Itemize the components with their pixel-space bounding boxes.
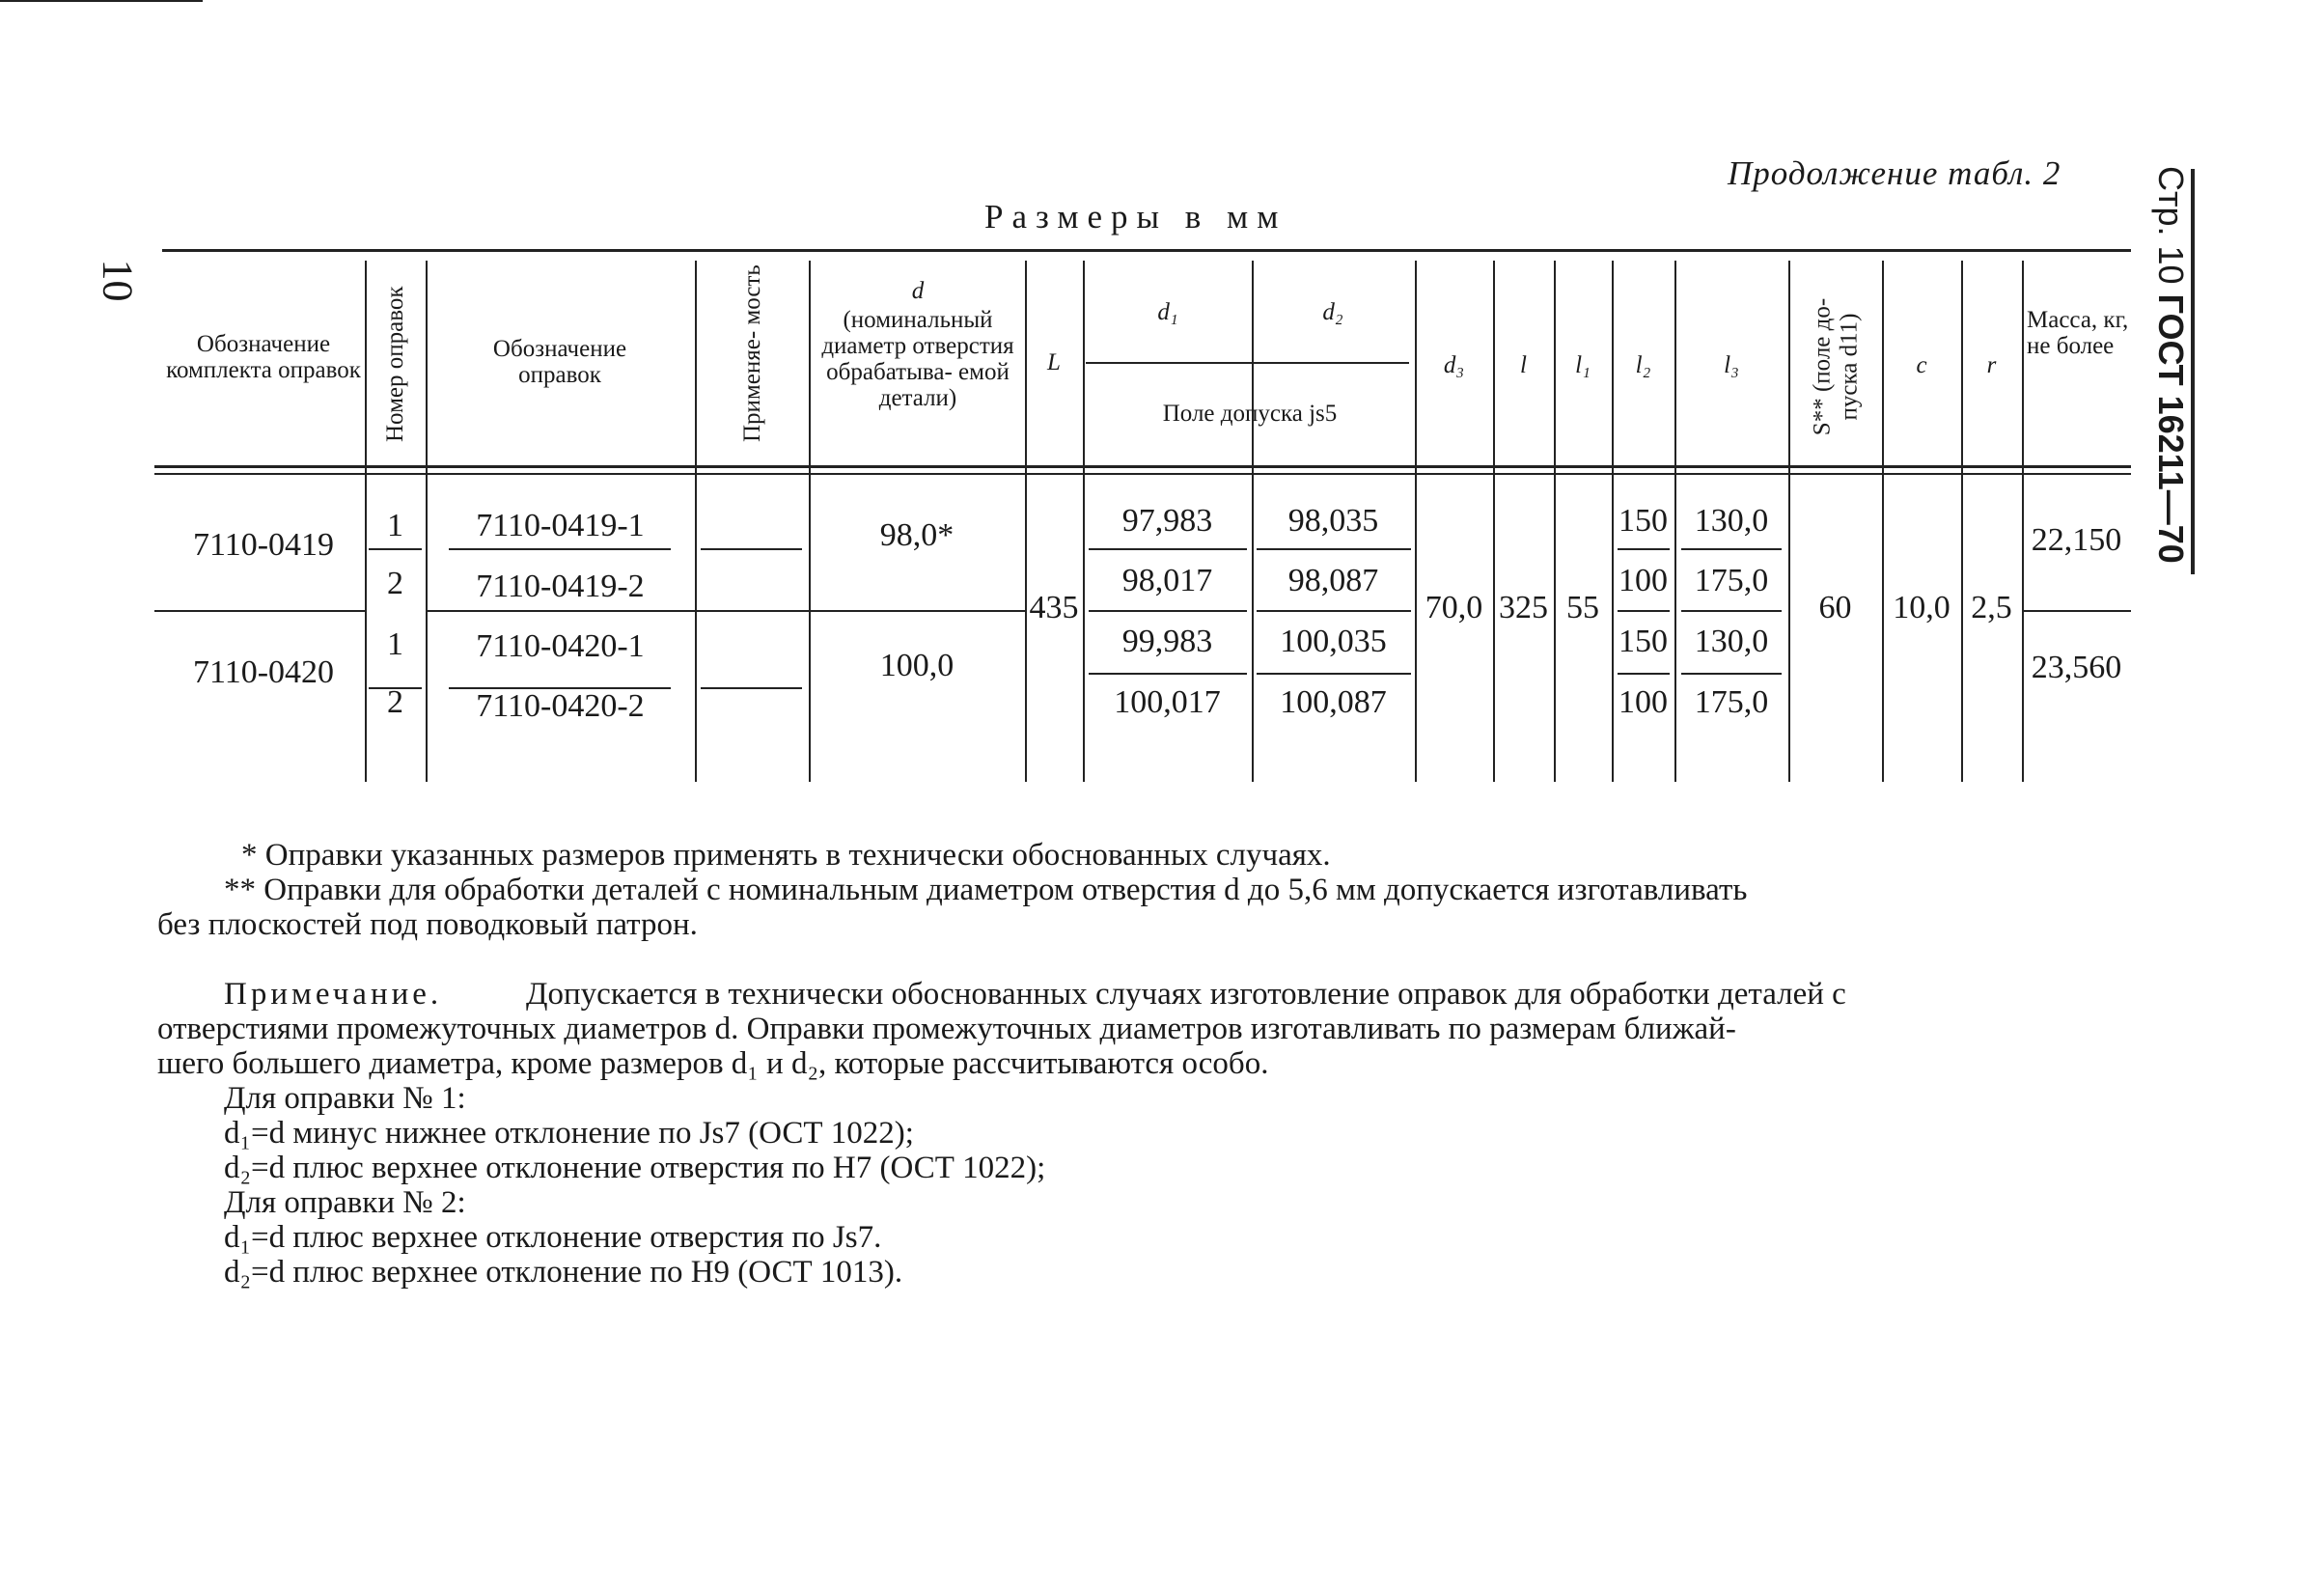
d1-value: 100,017	[1114, 684, 1221, 720]
mandrel-designation: 7110-0420-2	[476, 688, 645, 724]
header-d-symbol: d	[911, 278, 925, 304]
set-designation: 7110-0419	[192, 527, 335, 563]
mandrel-number: 2	[387, 566, 403, 601]
header-d1: d₁	[1157, 299, 1178, 325]
header-mandrel: Обозначение оправок	[492, 336, 627, 388]
side-header-prefix: Стр. 10	[2151, 166, 2191, 285]
d2-value: 100,035	[1280, 624, 1387, 659]
header-d3: d₃	[1443, 352, 1465, 378]
r-value: 2,5	[1971, 590, 2012, 625]
S-value: 60	[1818, 590, 1852, 625]
note-line: d₁=d минус нижнее отклонение по Js7 (ОСТ 1022);	[224, 1116, 914, 1151]
mandrel-number: 1	[387, 508, 403, 543]
l3-value: 130,0	[1694, 503, 1769, 539]
note-line: d₁=d плюс верхнее отклонение отверстия по Js7.	[224, 1220, 882, 1255]
l-value: 325	[1499, 590, 1548, 625]
l2-value: 150	[1618, 624, 1668, 659]
mandrel-number: 2	[387, 684, 403, 720]
header-L: L	[1047, 349, 1061, 375]
footnote-1: * Оправки указанных размеров применять в технически обоснованных случаях.	[241, 838, 1331, 873]
table-top-rule	[162, 249, 2131, 252]
mandrel-designation: 7110-0420-1	[476, 628, 645, 664]
l2-value: 100	[1618, 684, 1668, 720]
set-designation: 7110-0420	[192, 654, 335, 690]
d-value: 98,0*	[879, 517, 954, 553]
header-r: r	[1986, 352, 1997, 378]
d2-value: 100,087	[1280, 684, 1387, 720]
note-line: d₂=d плюс верхнее отклонение отверстия по H7 (ОСТ 1022);	[224, 1151, 1046, 1185]
mandrel-number: 1	[387, 626, 403, 662]
footnote-2: ** Оправки для обработки деталей с номинальным диаметром отверстия d до 5,6 мм допускается изготавливать	[224, 873, 1748, 907]
d1-value: 97,983	[1121, 503, 1213, 539]
header-S: S** (поле до- пуска d11)	[1809, 297, 1863, 436]
header-l: l	[1520, 352, 1527, 378]
l2-value: 100	[1618, 563, 1668, 598]
units-caption: Размеры в мм	[984, 198, 1287, 236]
d1-value: 99,983	[1121, 624, 1213, 659]
note-line: Для оправки № 2:	[224, 1185, 466, 1220]
note-line: шего большего диаметра, кроме размеров d₁ и d₂, которые рассчитываются особо.	[157, 1046, 1269, 1081]
mandrel-designation: 7110-0419-1	[476, 508, 645, 543]
d-value: 100,0	[879, 648, 954, 683]
header-l2: l₂	[1635, 352, 1651, 378]
footnote-rule	[0, 0, 203, 2]
L-value: 435	[1029, 590, 1079, 625]
header-usage: Применяе- мость	[739, 264, 765, 442]
header-rule-2	[154, 473, 2131, 475]
header-number: Номер оправок	[382, 286, 408, 442]
header-d-description: (номинальный диаметр отверстия обрабатыва- емой детали)	[821, 307, 1014, 411]
table-continuation: Продолжение табл. 2	[1728, 154, 2061, 192]
d2-value: 98,087	[1287, 563, 1379, 598]
note-line: Допускается в технически обоснованных случаях изготовление оправок для обработки деталей с	[526, 977, 1846, 1012]
header-tolerance: Поле допуска js5	[1162, 401, 1338, 427]
note-line: d₂=d плюс верхнее отклонение по H9 (ОСТ 1013).	[224, 1255, 903, 1290]
header-l3: l₃	[1724, 352, 1739, 378]
l3-value: 175,0	[1694, 684, 1769, 720]
d2-value: 98,035	[1287, 503, 1379, 539]
header-set: Обозначение комплекта оправок	[166, 331, 361, 383]
header-c: c	[1916, 352, 1927, 378]
header-rule-1	[154, 465, 2131, 468]
note-label: Примечание.	[224, 977, 443, 1012]
header-l1: l₁	[1575, 352, 1591, 378]
note-line: Для оправки № 1:	[224, 1081, 466, 1116]
mass-value: 22,150	[2031, 522, 2122, 558]
l2-value: 150	[1618, 503, 1668, 539]
side-rule	[2191, 169, 2195, 574]
d3-value: 70,0	[1425, 590, 1483, 625]
c-value: 10,0	[1893, 590, 1950, 625]
l1-value: 55	[1566, 590, 1599, 625]
mass-value: 23,560	[2031, 650, 2122, 685]
header-mass: Масса, кг, не более	[2027, 307, 2129, 359]
footnote-2-continued: без плоскостей под поводковый патрон.	[157, 907, 698, 942]
d1-value: 98,017	[1121, 563, 1213, 598]
header-d2: d₂	[1322, 299, 1343, 325]
page-number: 10	[94, 259, 142, 302]
mandrel-designation: 7110-0419-2	[476, 569, 645, 604]
note-line: отверстиями промежуточных диаметров d. Оправки промежуточных диаметров изготавливать по размерам ближай-	[157, 1012, 1736, 1046]
l3-value: 130,0	[1694, 624, 1769, 659]
standard-code: ГОСТ 16211—70	[2151, 293, 2191, 564]
l3-value: 175,0	[1694, 563, 1769, 598]
